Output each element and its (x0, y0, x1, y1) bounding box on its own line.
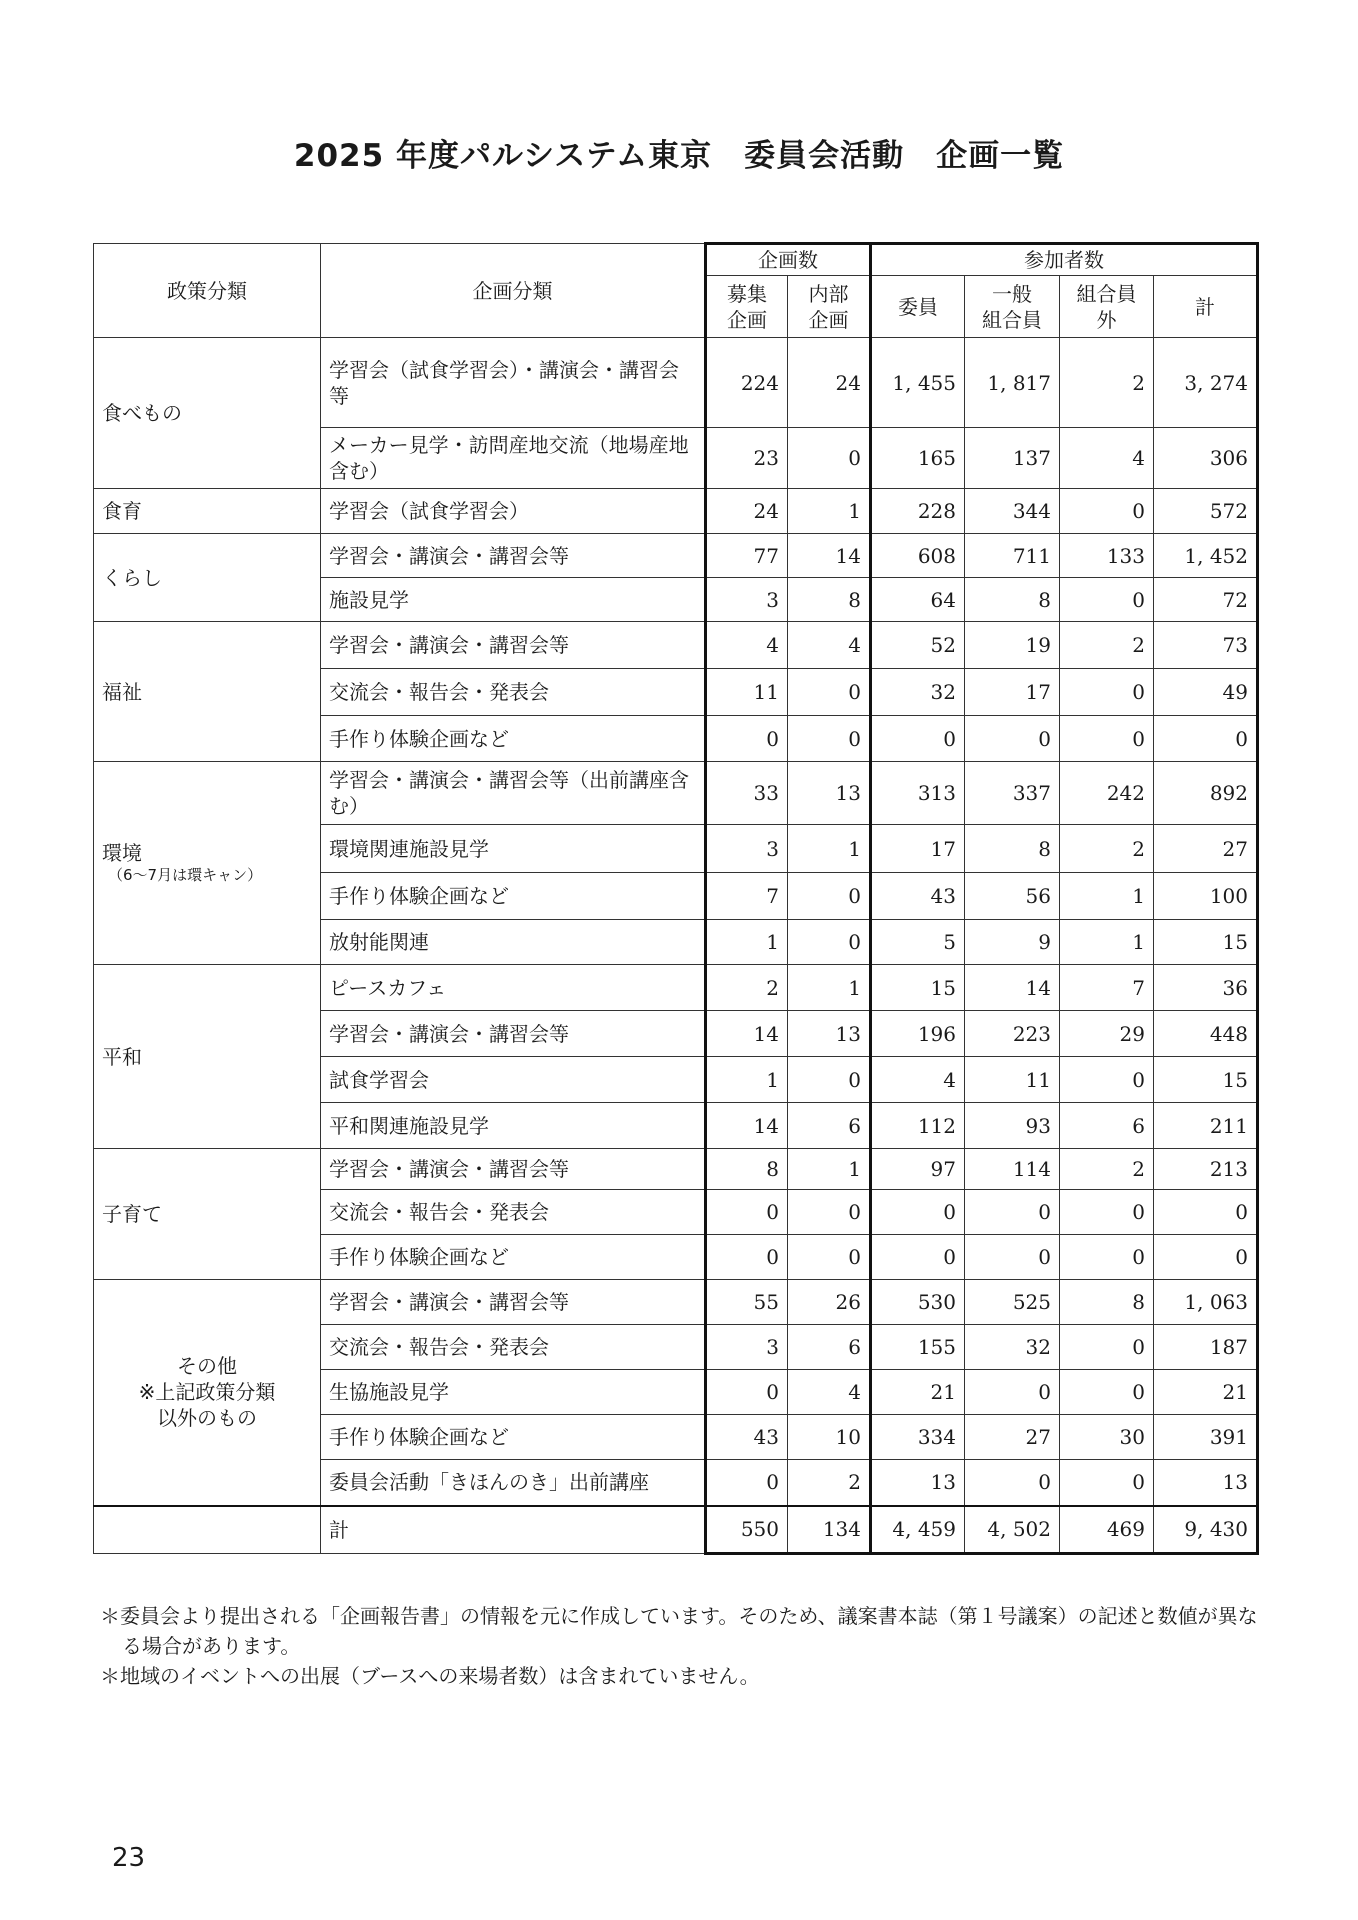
value-cell: 525 (965, 1280, 1060, 1325)
plan-cell: メーカー見学・訪問産地交流（地場産地含む） (321, 428, 706, 489)
value-cell: 0 (788, 669, 871, 716)
plan-cell: 放射能関連 (321, 920, 706, 965)
value-cell: 0 (1060, 1370, 1154, 1415)
value-cell: 29 (1060, 1011, 1154, 1057)
policy-label: 平和 (102, 1044, 142, 1069)
table-body (94, 338, 1258, 1554)
policy-sublabel: （6～7月は環キャン） (108, 866, 263, 885)
value-cell: 15 (1154, 1057, 1258, 1103)
table-row (94, 965, 1258, 1011)
value-cell: 165 (871, 428, 965, 489)
value-cell: 43 (706, 1415, 788, 1460)
value-cell: 4 (1060, 428, 1154, 489)
value-cell: 52 (871, 622, 965, 669)
value-cell: 10 (788, 1415, 871, 1460)
footnote: ＊委員会より提出される「企画報告書」の情報を元に作成しています。そのため、議案書本誌（第１号議案）の記述と数値が異なる場合があります。 (100, 1604, 1258, 1658)
value-cell: 13 (788, 762, 871, 825)
value-cell: 56 (965, 873, 1060, 920)
value-cell: 137 (965, 428, 1060, 489)
value-cell: 26 (788, 1280, 871, 1325)
value-cell: 13 (1154, 1460, 1258, 1506)
value-cell: 448 (1154, 1011, 1258, 1057)
value-cell: 1 (1060, 873, 1154, 920)
value-cell: 13 (788, 1011, 871, 1057)
header-general: 一般 組合員 (965, 276, 1060, 338)
activity-table (93, 242, 1259, 1555)
value-cell: 0 (965, 1190, 1060, 1235)
value-cell: 17 (871, 825, 965, 873)
value-cell: 64 (871, 578, 965, 622)
value-cell: 3 (706, 1325, 788, 1370)
value-cell: 112 (871, 1103, 965, 1149)
value-cell: 530 (871, 1280, 965, 1325)
value-cell: 14 (706, 1011, 788, 1057)
value-cell: 0 (706, 1235, 788, 1280)
value-cell: 17 (965, 669, 1060, 716)
value-cell: 0 (788, 873, 871, 920)
value-cell: 21 (1154, 1370, 1258, 1415)
total-value-cell: 469 (1060, 1506, 1154, 1554)
policy-cell (94, 622, 321, 762)
value-cell: 211 (1154, 1103, 1258, 1149)
value-cell: 1 (788, 965, 871, 1011)
plan-cell: 交流会・報告会・発表会 (321, 1190, 706, 1235)
total-empty-cell (94, 1506, 321, 1554)
value-cell: 0 (788, 920, 871, 965)
value-cell: 0 (1060, 1057, 1154, 1103)
header-member: 委員 (871, 276, 965, 338)
value-cell: 0 (788, 716, 871, 762)
table-row (94, 1149, 1258, 1190)
plan-cell: 試食学習会 (321, 1057, 706, 1103)
header-policy: 政策分類 (94, 244, 321, 338)
plan-cell: 平和関連施設見学 (321, 1103, 706, 1149)
value-cell: 2 (1060, 825, 1154, 873)
value-cell: 0 (965, 716, 1060, 762)
value-cell: 93 (965, 1103, 1060, 1149)
value-cell: 2 (1060, 1149, 1154, 1190)
value-cell: 0 (965, 1370, 1060, 1415)
plan-cell: 学習会・講演会・講習会等 (321, 1280, 706, 1325)
value-cell: 2 (788, 1460, 871, 1506)
header-outside: 組合員 外 (1060, 276, 1154, 338)
plan-cell: 学習会（試食学習会） (321, 489, 706, 534)
table-row (94, 534, 1258, 578)
value-cell: 0 (1060, 716, 1154, 762)
value-cell: 337 (965, 762, 1060, 825)
policy-cell (94, 1280, 321, 1506)
value-cell: 0 (1060, 489, 1154, 534)
value-cell: 0 (871, 716, 965, 762)
value-cell: 0 (871, 1235, 965, 1280)
value-cell: 55 (706, 1280, 788, 1325)
value-cell: 0 (788, 428, 871, 489)
value-cell: 14 (788, 534, 871, 578)
value-cell: 0 (1060, 1460, 1154, 1506)
value-cell: 0 (965, 1460, 1060, 1506)
table-row (94, 1280, 1258, 1325)
table-row (94, 338, 1258, 428)
value-cell: 0 (1154, 716, 1258, 762)
value-cell: 2 (1060, 338, 1154, 428)
policy-cell (94, 965, 321, 1149)
policy-line: ※上記政策分類 (138, 1380, 276, 1405)
value-cell: 0 (1060, 669, 1154, 716)
value-cell: 100 (1154, 873, 1258, 920)
value-cell: 0 (706, 1370, 788, 1415)
value-cell: 1 (706, 1057, 788, 1103)
table-row (94, 622, 1258, 669)
page-title: 2025 年度パルシステム東京 委員会活動 企画一覧 (293, 138, 1065, 174)
policy-label: 子育て (102, 1202, 162, 1226)
table-row (94, 762, 1258, 825)
plan-cell: 学習会・講演会・講習会等 (321, 1011, 706, 1057)
plan-cell: 学習会・講演会・講習会等 (321, 622, 706, 669)
value-cell: 97 (871, 1149, 965, 1190)
policy-label: 食べもの (102, 401, 182, 425)
value-cell: 0 (706, 1190, 788, 1235)
footnotes (100, 1601, 1270, 1691)
plan-cell: 交流会・報告会・発表会 (321, 1325, 706, 1370)
value-cell: 72 (1154, 578, 1258, 622)
value-cell: 8 (706, 1149, 788, 1190)
total-value-cell: 134 (788, 1506, 871, 1554)
value-cell: 5 (871, 920, 965, 965)
plan-cell: 手作り体験企画など (321, 716, 706, 762)
header-plan: 企画分類 (321, 244, 706, 338)
total-value-cell: 4, 459 (871, 1506, 965, 1554)
total-value-cell: 4, 502 (965, 1506, 1060, 1554)
header-total: 計 (1154, 276, 1258, 338)
value-cell: 1 (788, 825, 871, 873)
total-value-cell: 550 (706, 1506, 788, 1554)
value-cell: 2 (1060, 622, 1154, 669)
value-cell: 1, 455 (871, 338, 965, 428)
policy-label: 福祉 (102, 679, 142, 704)
value-cell: 334 (871, 1415, 965, 1460)
value-cell: 0 (1154, 1190, 1258, 1235)
plan-cell: 環境関連施設見学 (321, 825, 706, 873)
value-cell: 0 (706, 716, 788, 762)
plan-cell: 学習会（試食学習会）・講演会・講習会等 (321, 338, 706, 428)
policy-line: その他 (177, 1354, 237, 1379)
value-cell: 8 (965, 578, 1060, 622)
plan-cell: 学習会・講演会・講習会等（出前講座含む） (321, 762, 706, 825)
policy-label: くらし (102, 565, 162, 590)
value-cell: 196 (871, 1011, 965, 1057)
value-cell: 15 (1154, 920, 1258, 965)
value-cell: 32 (871, 669, 965, 716)
value-cell: 0 (1154, 1235, 1258, 1280)
value-cell: 313 (871, 762, 965, 825)
value-cell: 306 (1154, 428, 1258, 489)
policy-label: 食育 (102, 499, 142, 523)
value-cell: 1, 063 (1154, 1280, 1258, 1325)
value-cell: 608 (871, 534, 965, 578)
value-cell: 0 (871, 1190, 965, 1235)
value-cell: 0 (1060, 578, 1154, 622)
value-cell: 4 (788, 622, 871, 669)
total-row (94, 1506, 1258, 1554)
value-cell: 0 (788, 1057, 871, 1103)
value-cell: 892 (1154, 762, 1258, 825)
policy-cell (94, 534, 321, 622)
value-cell: 21 (871, 1370, 965, 1415)
value-cell: 213 (1154, 1149, 1258, 1190)
value-cell: 3, 274 (1154, 338, 1258, 428)
value-cell: 133 (1060, 534, 1154, 578)
value-cell: 6 (788, 1325, 871, 1370)
value-cell: 43 (871, 873, 965, 920)
value-cell: 36 (1154, 965, 1258, 1011)
plan-cell: 手作り体験企画など (321, 1415, 706, 1460)
value-cell: 155 (871, 1325, 965, 1370)
value-cell: 13 (871, 1460, 965, 1506)
value-cell: 19 (965, 622, 1060, 669)
value-cell: 73 (1154, 622, 1258, 669)
value-cell: 344 (965, 489, 1060, 534)
value-cell: 3 (706, 578, 788, 622)
value-cell: 2 (706, 965, 788, 1011)
value-cell: 223 (965, 1011, 1060, 1057)
value-cell: 33 (706, 762, 788, 825)
value-cell: 1 (1060, 920, 1154, 965)
total-label: 計 (321, 1506, 706, 1554)
policy-label: 環境 (102, 841, 142, 866)
value-cell: 187 (1154, 1325, 1258, 1370)
plan-cell: 委員会活動「きほんのき」出前講座 (321, 1460, 706, 1506)
value-cell: 1 (788, 489, 871, 534)
value-cell: 32 (965, 1325, 1060, 1370)
value-cell: 11 (965, 1057, 1060, 1103)
policy-cell (94, 762, 321, 965)
policy-line: 以外のもの (157, 1406, 257, 1431)
value-cell: 572 (1154, 489, 1258, 534)
value-cell: 15 (871, 965, 965, 1011)
value-cell: 6 (788, 1103, 871, 1149)
value-cell: 49 (1154, 669, 1258, 716)
footnote: ＊地域のイベントへの出展（ブースへの来場者数）は含まれていません。 (100, 1664, 760, 1688)
value-cell: 9 (965, 920, 1060, 965)
value-cell: 4 (871, 1057, 965, 1103)
value-cell: 27 (965, 1415, 1060, 1460)
value-cell: 30 (1060, 1415, 1154, 1460)
value-cell: 8 (965, 825, 1060, 873)
header-plan-count: 企画数 (706, 244, 871, 276)
value-cell: 24 (706, 489, 788, 534)
value-cell: 0 (1060, 1325, 1154, 1370)
plan-cell: 手作り体験企画など (321, 1235, 706, 1280)
plan-cell: ピースカフェ (321, 965, 706, 1011)
value-cell: 224 (706, 338, 788, 428)
value-cell: 0 (706, 1460, 788, 1506)
value-cell: 1 (706, 920, 788, 965)
value-cell: 0 (1060, 1190, 1154, 1235)
value-cell: 1, 452 (1154, 534, 1258, 578)
value-cell: 8 (1060, 1280, 1154, 1325)
value-cell: 8 (788, 578, 871, 622)
value-cell: 0 (788, 1235, 871, 1280)
value-cell: 23 (706, 428, 788, 489)
plan-cell: 施設見学 (321, 578, 706, 622)
page-number: 23 (112, 1843, 146, 1873)
value-cell: 14 (706, 1103, 788, 1149)
plan-cell: 生協施設見学 (321, 1370, 706, 1415)
plan-cell: 交流会・報告会・発表会 (321, 669, 706, 716)
value-cell: 242 (1060, 762, 1154, 825)
header-internal: 内部 企画 (788, 276, 871, 338)
value-cell: 24 (788, 338, 871, 428)
value-cell: 0 (788, 1190, 871, 1235)
value-cell: 0 (1060, 1235, 1154, 1280)
value-cell: 4 (788, 1370, 871, 1415)
header-recruit: 募集 企画 (706, 276, 788, 338)
value-cell: 77 (706, 534, 788, 578)
value-cell: 391 (1154, 1415, 1258, 1460)
value-cell: 228 (871, 489, 965, 534)
value-cell: 1, 817 (965, 338, 1060, 428)
plan-cell: 手作り体験企画など (321, 873, 706, 920)
value-cell: 6 (1060, 1103, 1154, 1149)
value-cell: 3 (706, 825, 788, 873)
value-cell: 4 (706, 622, 788, 669)
policy-cell (94, 338, 321, 489)
header-participants: 参加者数 (871, 244, 1258, 276)
value-cell: 14 (965, 965, 1060, 1011)
policy-cell (94, 1149, 321, 1280)
value-cell: 7 (706, 873, 788, 920)
plan-cell: 学習会・講演会・講習会等 (321, 1149, 706, 1190)
total-value-cell: 9, 430 (1154, 1506, 1258, 1554)
value-cell: 711 (965, 534, 1060, 578)
value-cell: 1 (788, 1149, 871, 1190)
value-cell: 7 (1060, 965, 1154, 1011)
policy-cell (94, 489, 321, 534)
value-cell: 0 (965, 1235, 1060, 1280)
value-cell: 11 (706, 669, 788, 716)
value-cell: 114 (965, 1149, 1060, 1190)
plan-cell: 学習会・講演会・講習会等 (321, 534, 706, 578)
value-cell: 27 (1154, 825, 1258, 873)
table-row (94, 489, 1258, 534)
